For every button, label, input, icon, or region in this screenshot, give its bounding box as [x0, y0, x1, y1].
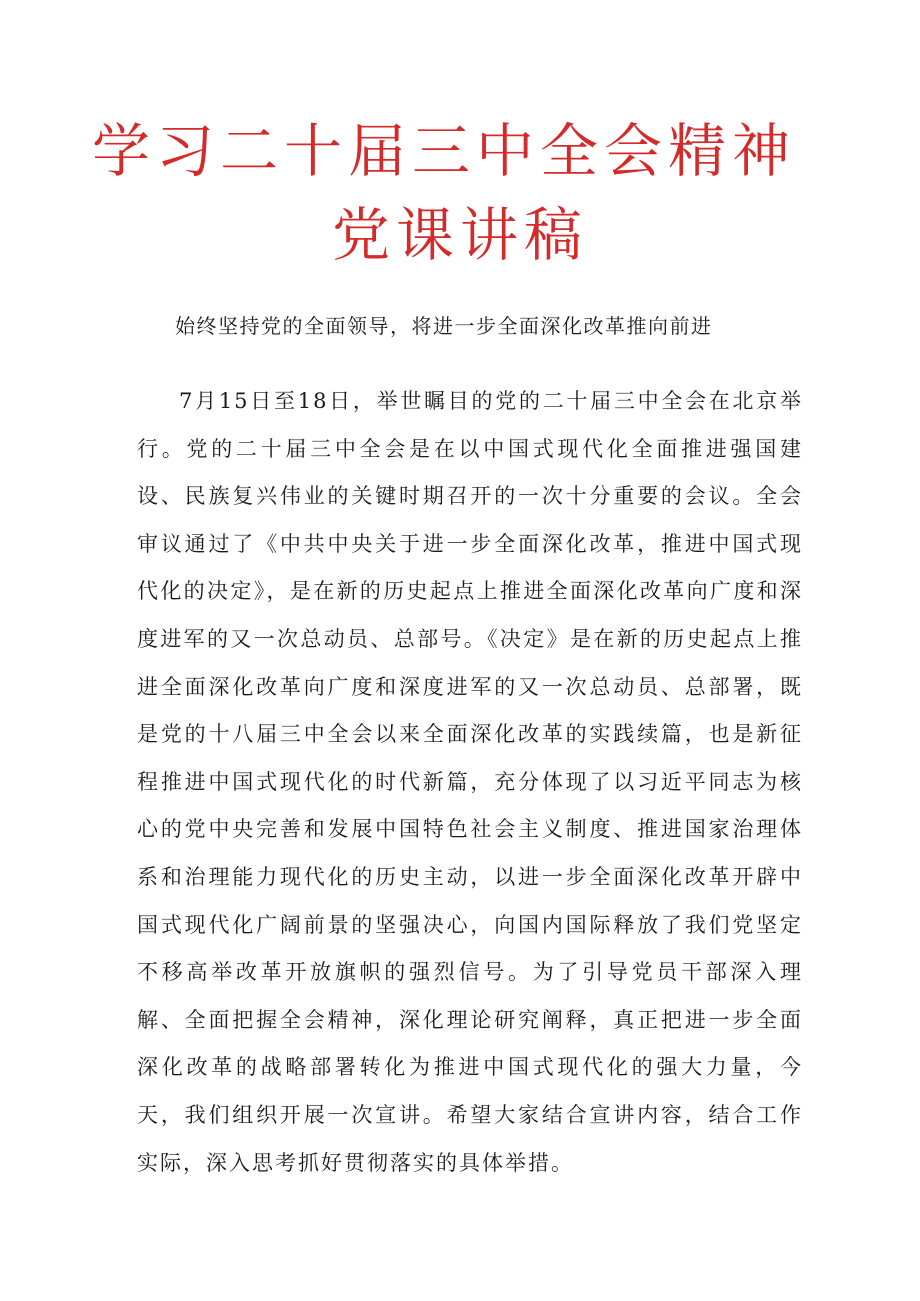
- document-title-line-2: 党课讲稿: [331, 201, 588, 269]
- document-subtitle: 始终坚持党的全面领导，将进一步全面深化改革推向前进: [175, 314, 713, 338]
- document-title-line-1: 学习二十届三中全会精神: [91, 117, 796, 185]
- document-body-paragraph: 7月15日至18日，举世瞩目的党的二十届三中全会在北京举行。党的二十届三中全会是在以中国式现代化全面推进强国建设、民族复兴伟业的关键时期召开的一次十分重要的会议。全会审议通过了《中共中央关于进一步全面深化改革，推进中国式现代化的决定》，是在新的历史起点上推进全面深化改革向广度和深度进军的又一次总动员、总部号。《决定》是在新的历史起点上推进全面深化改革向广度和深度进军的又一次总动员、总部署，既是党的十八届三中全会以来全面深化改革的实践续篇，也是新征程推进中国式现代化的时代新篇，充分体现了以习近平同志为核心的党中央完善和发展中国特色社会主义制度、推进国家治理体系和治理能力现代化的历史主动，以进一步全面深化改革开辟中国式现代化广阔前景的坚强决心，向国内国际释放了我们党坚定不移高举改革开放旗帜的强烈信号。为了引导党员干部深入理解、全面把握全会精神，深化理论研究阐释，真正把进一步全面深化改革的战略部署转化为推进中国式现代化的强大力量，今天，我们组织开展一次宣讲。希望大家结合宣讲内容，结合工作实际，深入思考抓好贯彻落实的具体举措。: [137, 389, 803, 1175]
